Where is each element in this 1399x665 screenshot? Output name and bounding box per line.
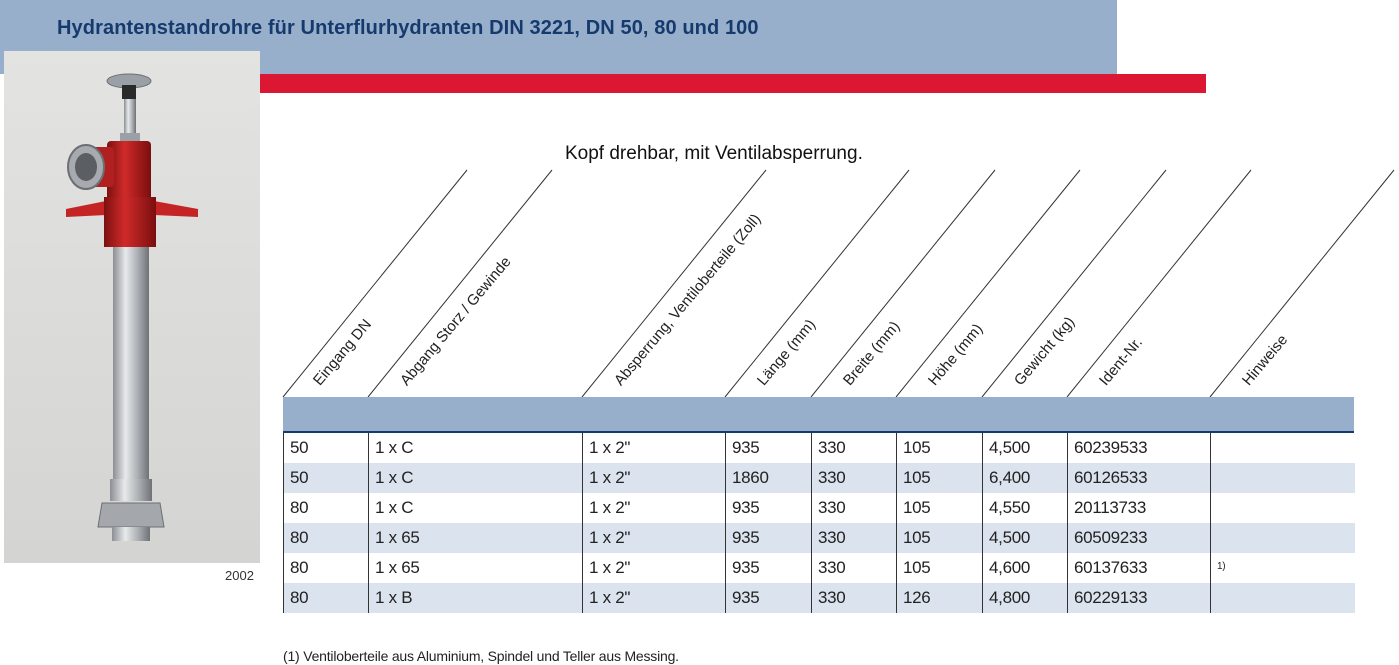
cell-eingang: 80 <box>284 553 369 583</box>
cell-ident: 60137633 <box>1068 553 1211 583</box>
column-header-breite: Breite (mm) <box>839 318 904 389</box>
cell-abgang: 1 x B <box>369 583 583 613</box>
table-row <box>284 553 1355 583</box>
cell-hoehe: 126 <box>897 583 983 613</box>
cell-breite: 330 <box>812 583 897 613</box>
cell-absperrung: 1 x 2" <box>583 433 726 463</box>
table-subtitle: Kopf drehbar, mit Ventilabsperrung. <box>565 143 863 164</box>
cell-breite: 330 <box>812 463 897 493</box>
column-header-hoehe: Höhe (mm) <box>924 320 987 389</box>
table-row <box>284 463 1355 493</box>
cell-hinweise <box>1211 523 1355 553</box>
cell-absperrung: 1 x 2" <box>583 583 726 613</box>
cell-eingang: 50 <box>284 433 369 463</box>
column-header-absperrung: Absperrung, Ventiloberteile (Zoll) <box>610 210 765 389</box>
cell-hinweise <box>1211 493 1355 523</box>
cell-absperrung: 1 x 2" <box>583 523 726 553</box>
column-header-laenge: Länge (mm) <box>753 316 819 389</box>
cell-hinweise <box>1211 583 1355 613</box>
cell-gewicht: 4,500 <box>983 433 1068 463</box>
cell-hoehe: 105 <box>897 493 983 523</box>
cell-gewicht: 6,400 <box>983 463 1068 493</box>
cell-breite: 330 <box>812 433 897 463</box>
cell-eingang: 80 <box>284 493 369 523</box>
cell-hinweise <box>1211 553 1355 583</box>
cell-absperrung: 1 x 2" <box>583 463 726 493</box>
cell-hoehe: 105 <box>897 463 983 493</box>
column-header-abgang: Abgang Storz / Gewinde <box>396 253 515 389</box>
footnote-marker: 1) <box>1217 561 1226 572</box>
cell-laenge: 935 <box>726 523 812 553</box>
footnote: (1) Ventiloberteile aus Aluminium, Spindel und Teller aus Messing. <box>283 648 679 664</box>
cell-laenge: 935 <box>726 433 812 463</box>
cell-ident: 20113733 <box>1068 493 1211 523</box>
cell-breite: 330 <box>812 523 897 553</box>
column-header-ident: Ident-Nr. <box>1095 334 1146 389</box>
table-header-band <box>283 397 1354 431</box>
table-row <box>284 493 1355 523</box>
cell-abgang: 1 x C <box>369 493 583 523</box>
cell-eingang: 80 <box>284 523 369 553</box>
cell-absperrung: 1 x 2" <box>583 493 726 523</box>
cell-abgang: 1 x 65 <box>369 553 583 583</box>
cell-laenge: 935 <box>726 493 812 523</box>
cell-abgang: 1 x C <box>369 463 583 493</box>
column-header-eingang: Eingang DN <box>309 316 375 389</box>
cell-gewicht: 4,800 <box>983 583 1068 613</box>
cell-eingang: 80 <box>284 583 369 613</box>
cell-ident: 60126533 <box>1068 463 1211 493</box>
table-row <box>284 583 1355 613</box>
cell-hoehe: 105 <box>897 553 983 583</box>
cell-gewicht: 4,500 <box>983 523 1068 553</box>
cell-ident: 60239533 <box>1068 433 1211 463</box>
product-table <box>283 433 1355 613</box>
cell-laenge: 935 <box>726 553 812 583</box>
cell-laenge: 935 <box>726 583 812 613</box>
cell-ident: 60509233 <box>1068 523 1211 553</box>
page-title: Hydrantenstandrohre für Unterflurhydranten DIN 3221, DN 50, 80 und 100 <box>57 17 759 39</box>
table-row <box>284 523 1355 553</box>
cell-hinweise <box>1211 433 1355 463</box>
photo-caption: 2002 <box>225 568 254 583</box>
cell-eingang: 50 <box>284 463 369 493</box>
cell-absperrung: 1 x 2" <box>583 553 726 583</box>
cell-hoehe: 105 <box>897 523 983 553</box>
cell-hinweise <box>1211 463 1355 493</box>
cell-gewicht: 4,600 <box>983 553 1068 583</box>
cell-abgang: 1 x C <box>369 433 583 463</box>
cell-abgang: 1 x 65 <box>369 523 583 553</box>
cell-hoehe: 105 <box>897 433 983 463</box>
cell-breite: 330 <box>812 493 897 523</box>
cell-ident: 60229133 <box>1068 583 1211 613</box>
column-header-gewicht: Gewicht (kg) <box>1010 313 1079 389</box>
column-header-hinweise: Hinweise <box>1238 331 1292 389</box>
cell-gewicht: 4,550 <box>983 493 1068 523</box>
cell-laenge: 1860 <box>726 463 812 493</box>
cell-breite: 330 <box>812 553 897 583</box>
table-row <box>284 433 1355 463</box>
